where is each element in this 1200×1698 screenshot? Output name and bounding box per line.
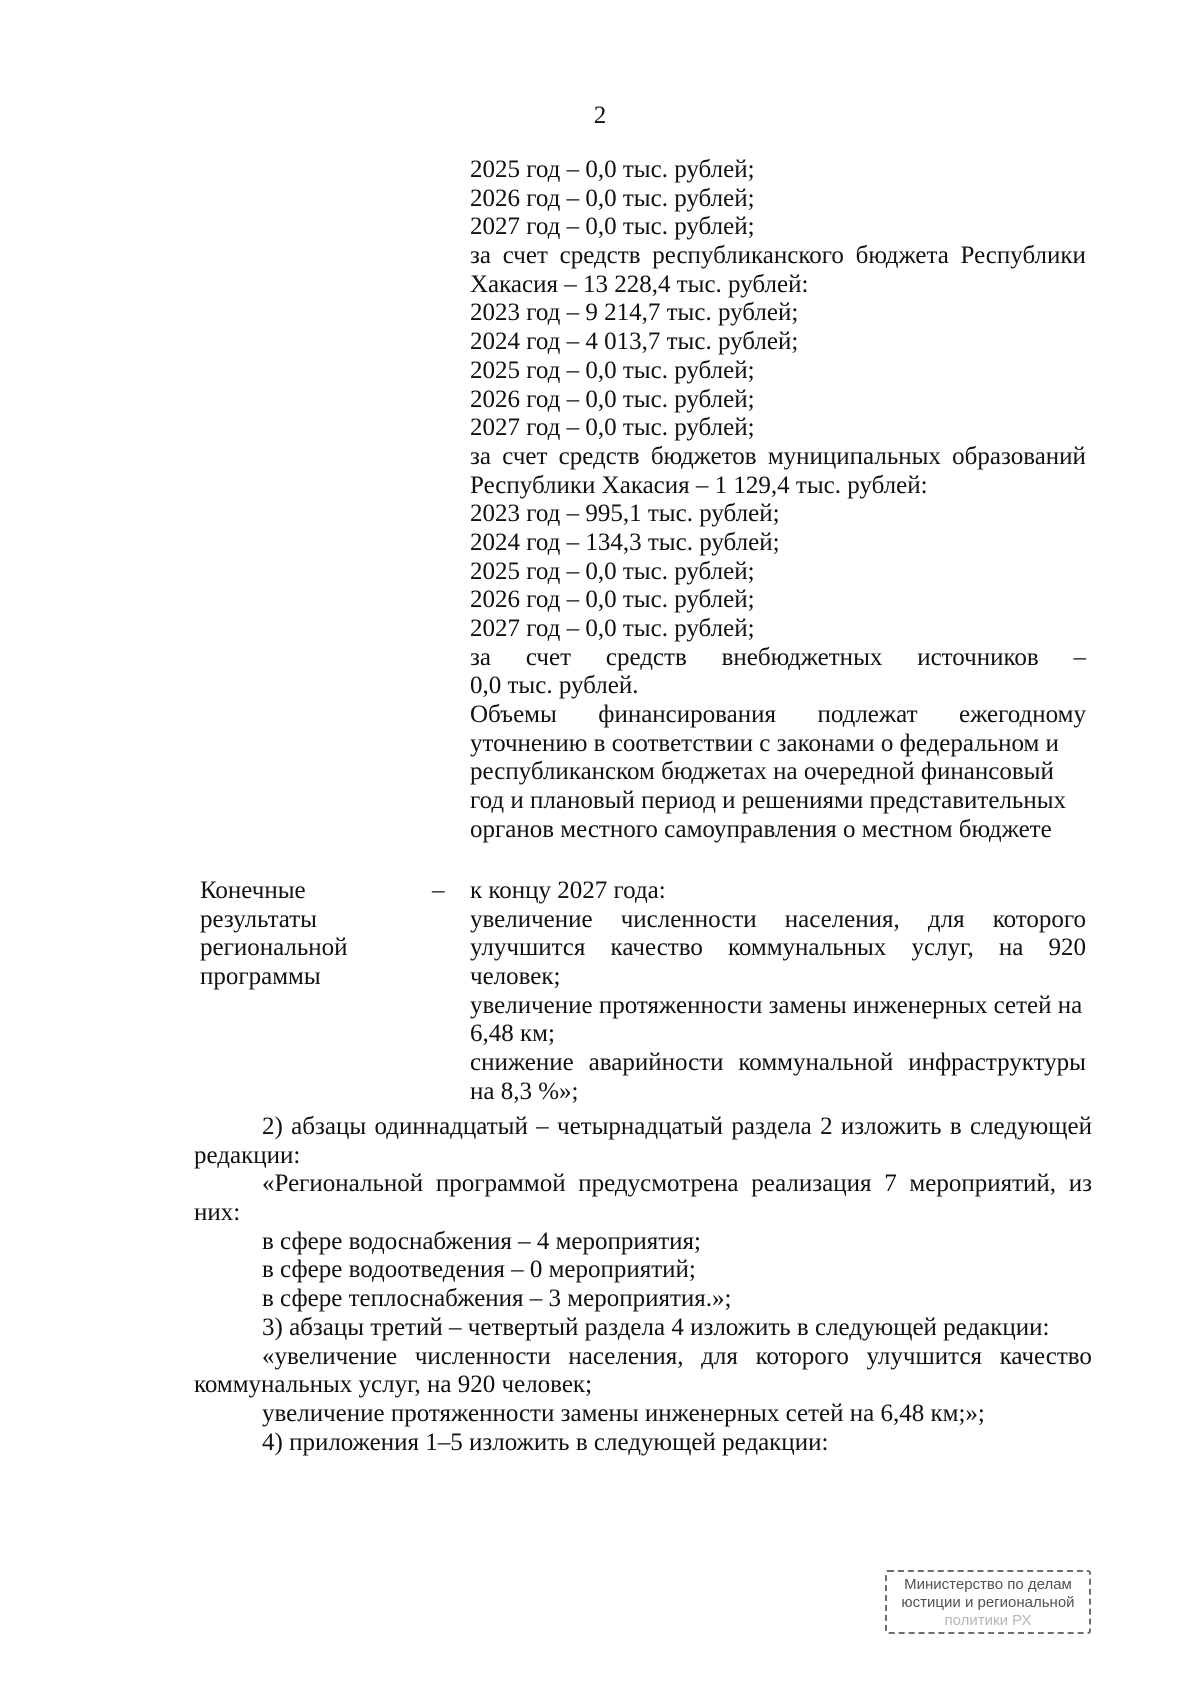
financing-line: 2025 год – 0,0 тыс. рублей; (470, 156, 755, 183)
word: программой (435, 1170, 566, 1198)
financing-line: 2027 год – 0,0 тыс. рублей; (470, 615, 755, 642)
financing-line: год и плановый период и решениями представительных (470, 787, 1066, 815)
word: абзацы (291, 1113, 367, 1140)
results-line: на 8,3 %»; (470, 1077, 579, 1105)
financing-line: 2025 год – 0,0 тыс. рублей; (470, 557, 755, 585)
paragraph-line (194, 1113, 1092, 1142)
results-line (470, 1049, 1086, 1078)
financing-line (470, 701, 1086, 730)
word: улучшится (866, 1342, 982, 1370)
word: 920 (1048, 934, 1086, 962)
word: улучшится (470, 934, 586, 962)
results-line: 6,48 км; (470, 1020, 555, 1048)
paragraph-line (194, 1343, 1092, 1372)
results-label-line: региональной (200, 934, 348, 962)
financing-line: уточнению в соответствии с законами о федеральном и (470, 729, 1059, 757)
word: на (998, 934, 1024, 962)
word: внебюджетных (721, 643, 883, 671)
word: населения, (784, 905, 900, 933)
word: снижение (470, 1049, 574, 1077)
financing-line: 2026 год – 0,0 тыс. рублей; (470, 586, 755, 614)
paragraph-line: 3) абзацы третий – четвертый раздела 4 изложить в следующей редакции: (262, 1313, 1050, 1341)
financing-line (470, 443, 1086, 472)
word: реализация (751, 1170, 872, 1198)
paragraph-line: коммунальных услуг, на 920 человек; (194, 1371, 593, 1399)
word: финансирования (598, 701, 776, 729)
stamp-line: политики РХ (944, 1612, 1032, 1629)
word: – (536, 1113, 549, 1140)
word: за (470, 242, 491, 270)
financing-line: 2023 год – 9 214,7 тыс. рублей; (470, 299, 799, 327)
word: из (1068, 1170, 1092, 1198)
financing-block (470, 156, 1086, 845)
financing-line (470, 242, 1086, 271)
paragraph-line: увеличение протяженности замены инженерных сетей на 6,48 км;»; (262, 1399, 985, 1427)
word: подлежат (817, 701, 918, 729)
financing-line: 2026 год – 0,0 тыс. рублей; (470, 184, 755, 212)
word: качество (610, 934, 703, 962)
financing-line: Хакасия – 13 228,4 тыс. рублей: (470, 270, 809, 298)
financing-line: 2024 год – 4 013,7 тыс. рублей; (470, 328, 799, 356)
word: которого (992, 905, 1086, 933)
financing-line (470, 644, 1086, 673)
word: за (470, 442, 491, 470)
paragraph-line: в сфере теплоснабжения – 3 мероприятия.»; (262, 1285, 732, 1313)
financing-line: Республики Хакасия – 1 129,4 тыс. рублей: (470, 471, 928, 499)
word: для (927, 905, 965, 933)
results-label-line: программы (200, 963, 321, 991)
word: численности (620, 905, 757, 933)
word: – (1073, 643, 1086, 671)
word: бюджетов (650, 442, 757, 470)
paragraph-line: них: (194, 1199, 241, 1227)
word: инфраструктуры (908, 1049, 1086, 1077)
word: за (470, 643, 491, 671)
word: одиннадцатый (374, 1113, 528, 1140)
word: которого (755, 1342, 849, 1370)
results-line: человек; (470, 963, 561, 991)
results-label-line: результаты (200, 905, 317, 933)
word: образований (952, 442, 1086, 470)
word: мероприятий, (909, 1170, 1057, 1198)
page-number: 2 (593, 102, 607, 129)
word: Республики (960, 242, 1086, 270)
financing-line: 2025 год – 0,0 тыс. рублей; (470, 356, 755, 384)
financing-line: республиканском бюджетах на очередной финансовый (470, 758, 1054, 786)
word: «Региональной (262, 1170, 424, 1198)
word: бюджета (855, 242, 949, 270)
stamp-line: Министерство по делам (904, 1576, 1072, 1593)
word: средств (559, 242, 641, 270)
word: источников (917, 643, 1039, 671)
results-line: к концу 2027 года: (470, 877, 666, 904)
word: в (949, 1113, 962, 1140)
paragraph-line (194, 1170, 1092, 1199)
word: счет (502, 442, 548, 470)
word: качество (999, 1342, 1092, 1370)
paragraph-line: в сфере водоснабжения – 4 мероприятия; (262, 1227, 701, 1255)
word: следующей (969, 1113, 1092, 1140)
word: счет (525, 643, 572, 671)
results-line (470, 934, 1086, 963)
body-text (194, 1113, 1092, 1457)
financing-line: 2027 год – 0,0 тыс. рублей; (470, 213, 755, 241)
word: 2) (262, 1113, 283, 1140)
word: населения, (568, 1342, 684, 1370)
financing-line: 2024 год – 134,3 тыс. рублей; (470, 528, 780, 556)
financing-line: 2026 год – 0,0 тыс. рублей; (470, 385, 755, 413)
results-line: увеличение протяженности замены инженерных сетей на (470, 991, 1083, 1019)
paragraph-line: редакции: (194, 1141, 301, 1169)
word: увеличение (470, 905, 593, 933)
word: для (701, 1342, 738, 1370)
word: коммунальных (728, 934, 887, 962)
word: численности (414, 1342, 551, 1370)
ministry-stamp (885, 1570, 1091, 1634)
word: «увеличение (262, 1342, 398, 1370)
results-block (470, 877, 1086, 1107)
financing-line: 2023 год – 995,1 тыс. рублей; (470, 500, 780, 528)
word: счет (502, 242, 548, 270)
paragraph-line: 4) приложения 1–5 изложить в следующей редакции: (262, 1428, 829, 1456)
financing-line: 0,0 тыс. рублей. (470, 672, 639, 700)
word: республиканского (652, 242, 844, 270)
word: аварийности (588, 1049, 724, 1077)
word: услуг, (911, 934, 974, 962)
word: муниципальных (767, 442, 941, 470)
results-line (470, 906, 1086, 935)
word: ежегодному (959, 701, 1086, 729)
word: 2 (820, 1113, 833, 1140)
paragraph-line: в сфере водоотведения – 0 мероприятий; (262, 1256, 696, 1284)
word: средств (558, 442, 640, 470)
word: коммунальной (738, 1049, 894, 1077)
results-dash: – (432, 877, 445, 904)
word: раздела (731, 1113, 812, 1140)
financing-line: 2027 год – 0,0 тыс. рублей; (470, 414, 755, 442)
word: средств (605, 643, 687, 671)
word: четырнадцатый (557, 1113, 724, 1140)
word: изложить (840, 1113, 942, 1140)
results-label (200, 877, 400, 992)
word: предусмотрена (578, 1170, 739, 1198)
results-label-line: Конечные (200, 877, 306, 904)
word: 7 (884, 1170, 897, 1198)
word: Объемы (470, 701, 557, 729)
financing-line: органов местного самоуправления о местном бюджете (470, 815, 1052, 843)
stamp-line: юстиции и региональной (901, 1594, 1075, 1611)
